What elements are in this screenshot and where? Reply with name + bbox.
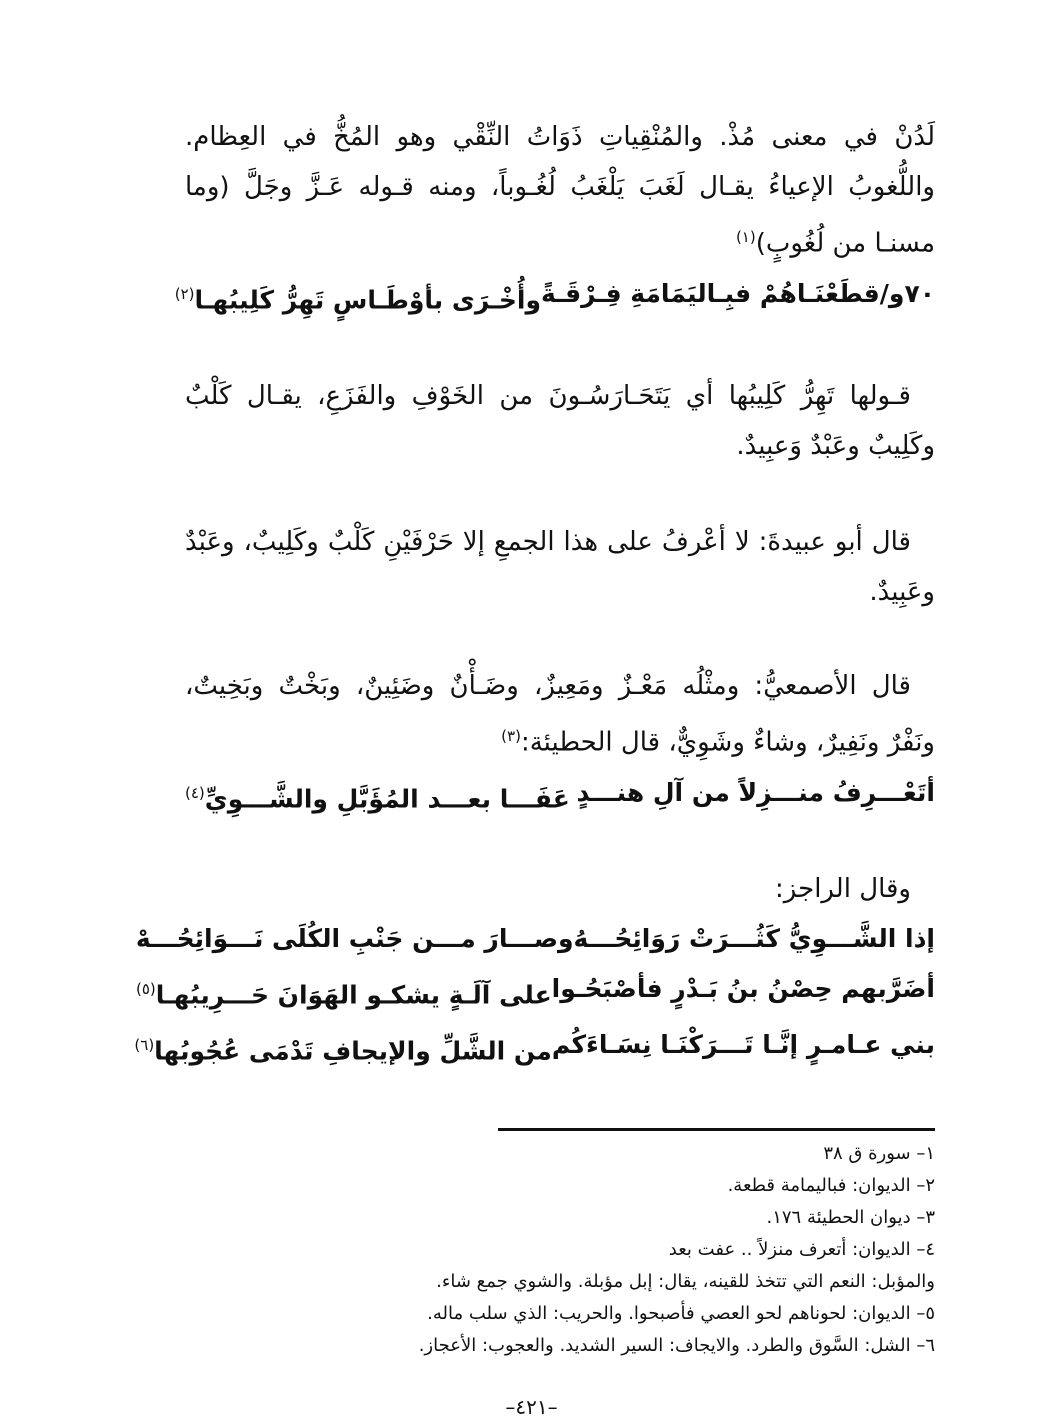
verse-1-first-hemistich: [541, 269, 935, 325]
verse-2-second-text: عَفَـــا بعـــد المُؤَبَّلِ والشَّـــوِيِّ: [204, 783, 570, 813]
paragraph-1-text: لَدُنْ في معنى مُذْ. والمُنْقِياتِ ذَوَاتُ النِّقْي وهو المُخُّ في العِظام. واللُّغوبُ الإعياءُ يقـال لَغَبَ يَلْغَبُ لُغُـوباً، ومنه قـوله عَـزَّ وجَلَّ (وما مسنـا من لُغُوبٍ): [185, 122, 935, 259]
verse-4-second-text: على آلَـةٍ يشكـو الهَوَانَ حَـــرِيبُهـا: [155, 980, 552, 1010]
footnote-1: ١– سورة ق ٣٨: [823, 1143, 935, 1164]
verse-3-first-hemistich: إذا الشَّـــوِيُّ كَثُـــرَتْ رَوَائِحُـــهُ: [573, 923, 935, 953]
footnote-2: ٢– الديوان: فباليمامة قطعة.: [727, 1175, 935, 1196]
footnote-4-continued: والمؤبل: النعم التي تتخذ للقينه، يقال: إبل مؤبلة. والشوي جمع شاء.: [436, 1271, 935, 1292]
paragraph-2: قـولها تَهِرُّ كَلِيبُها أي يَتَحَـارَسُـونَ من الخَوْفِ والفَزَعِ، يقـال كَلْبٌ وكَلِيبٌ وعَبْدٌ وَعبِيدٌ.: [185, 380, 935, 461]
footnote-5: ٥– الديوان: لحوناهم لحو العصي فأصبحوا. والحريب: الذي سلب ماله.: [427, 1303, 935, 1324]
verse-1-second-hemistich: [175, 269, 541, 325]
paragraph-1: [185, 112, 935, 269]
verse-line-4: [135, 964, 935, 1020]
footnotes: [185, 1138, 935, 1362]
verse-1-second-text: وأُخْـرَى بأوْطَـاسٍ تَهِرُّ كَلِيبُهـا: [194, 284, 542, 314]
verse-line-5: [134, 1020, 935, 1076]
verse-1-folio-number: ٧٠و/: [879, 278, 935, 308]
verse-line-2: [185, 768, 935, 824]
page-number: –٤٢١–: [505, 1395, 558, 1419]
footnote-4: ٤– الديوان: أتعرف منزلاً .. عفت بعد: [668, 1239, 935, 1260]
verse-2-second-hemistich: [185, 768, 570, 824]
main-text: [134, 112, 935, 1077]
verse-1-first-text: قطَعْنَـاهُمْ فبِـاليَمَامَةِ فِـرْقَـةً: [541, 278, 880, 308]
verse-5-second-text: من الشَّلِّ والإيجافِ تَدْمَى عُجُوبُها: [154, 1036, 552, 1066]
paragraph-4-text: قال الأصمعيُّ: ومثْلُه مَعْـزٌ ومَعِيزٌ، وضَـأْنٌ وضَئِينٌ، وبَخْتٌ وبَخِيتٌ، ونَفْرٌ ونَفِيرٌ، وشاءٌ وشَوِيٌّ، قال الحطيئة:: [185, 670, 935, 758]
verse-4-first-hemistich: أضَرَّبهم حِصْنُ بنُ بَـدْرٍ فأصْبَحُـوا: [551, 973, 935, 1003]
footnote-ref-3: (٣): [501, 726, 521, 745]
footnote-ref-4: (٤): [185, 783, 205, 802]
footnote-ref-2: (٢): [174, 284, 195, 303]
footnote-ref-5: (٥): [135, 979, 156, 998]
verse-5-first-hemistich: بني عـامـرٍ إنَّـا تَـــرَكْنَـا نِسَـاءَكُم: [551, 1030, 935, 1060]
footnote-ref-6: (٦): [134, 1036, 155, 1055]
verse-5-second-hemistich: [134, 1020, 552, 1076]
paragraph-5: وقال الراجز:: [775, 873, 911, 904]
paragraph-3: قال أبو عبيدةَ: لا أعْرفُ على هذا الجمعِ إلا حَرْفَيْنِ كَلْبٌ وكَلِيبٌ، وعَبْدٌ وعَبِيدٌ.: [185, 526, 935, 607]
footnote-ref-1: (١): [735, 228, 756, 246]
paragraph-4: [185, 661, 935, 768]
footnote-divider: [498, 1128, 935, 1131]
footnote-6: ٦– الشل: السَّوق والطرد. والايجاف: السير الشديد. والعجوب: الأعجاز.: [418, 1335, 935, 1356]
verse-3-second-hemistich: وصـــارَ مـــن جَنْبِ الكُلَى نَـــوَائِحُـــهْ: [135, 923, 574, 953]
footnote-3: ٣– ديوان الحطيئة ١٧٦.: [766, 1207, 935, 1228]
verse-4-second-hemistich: [136, 964, 552, 1020]
verse-2-first-hemistich: أتَعْـــرِفُ منـــزِلاً من آلِ هنـــدٍ: [576, 777, 935, 807]
verse-line-3: [135, 914, 935, 964]
verse-line-1: [174, 269, 935, 325]
